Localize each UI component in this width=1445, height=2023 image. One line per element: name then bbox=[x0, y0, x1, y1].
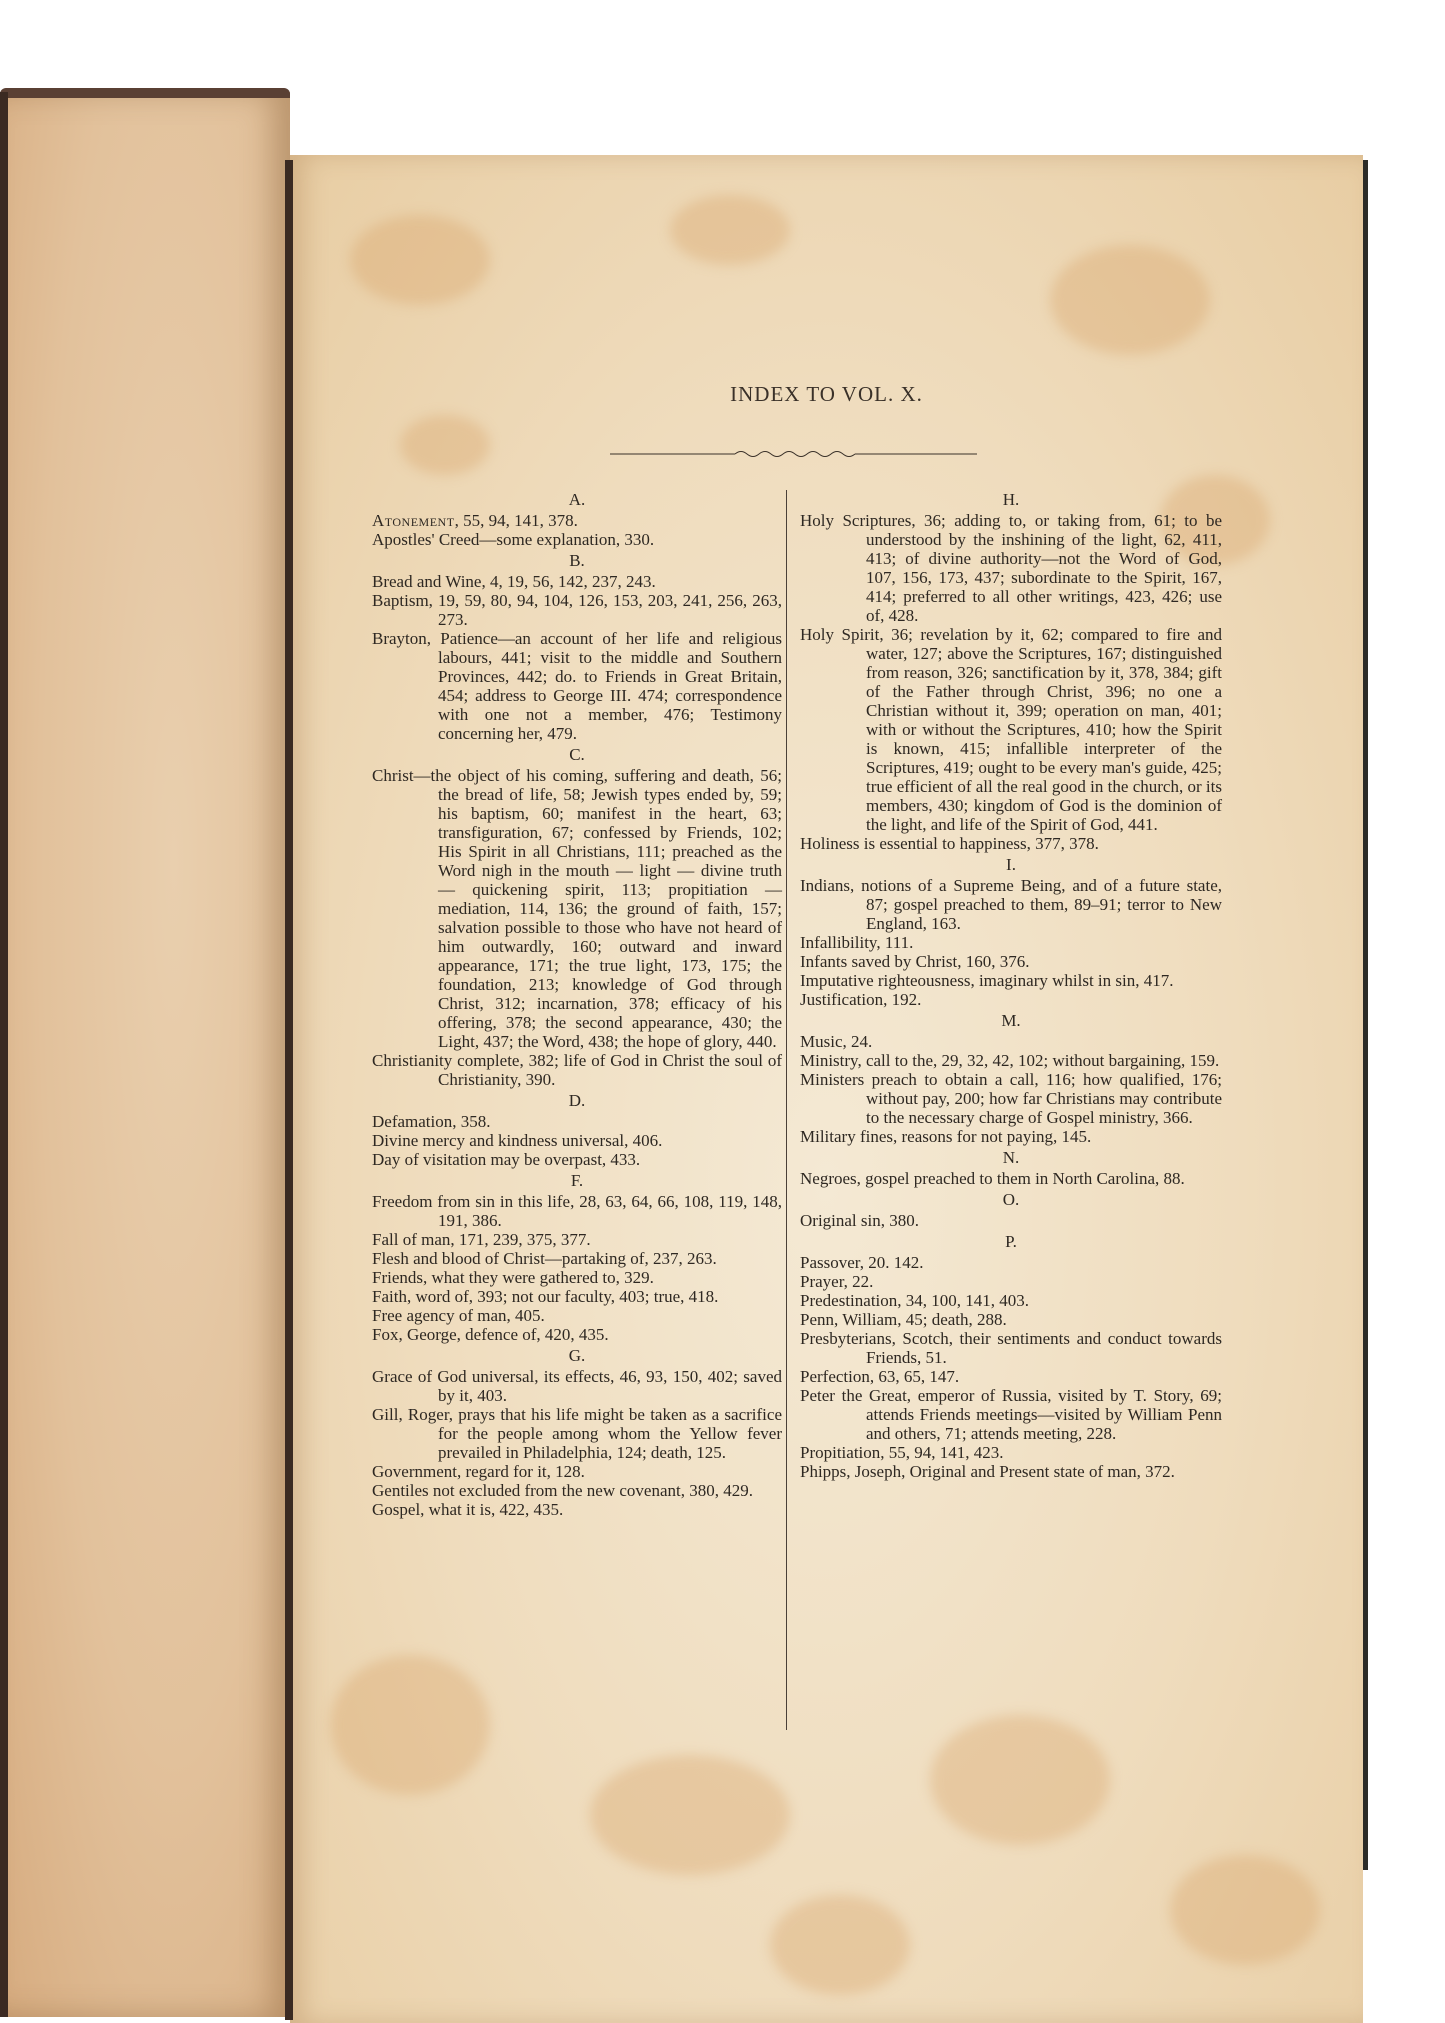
section-letter: A. bbox=[568, 490, 586, 509]
section-letter: F. bbox=[570, 1171, 584, 1190]
index-entry bbox=[800, 834, 1222, 853]
section-letter: I. bbox=[1006, 855, 1016, 874]
entry-text: Propitiation, 55, 94, 141, 423. bbox=[800, 1443, 1004, 1462]
index-entry bbox=[372, 1112, 782, 1131]
entry-text: Faith, word of, 393; not our faculty, 403; true, 418. bbox=[372, 1287, 719, 1306]
index-entry bbox=[800, 1253, 1222, 1272]
section-letter: M. bbox=[1001, 1011, 1021, 1030]
entry-text: Holy Scriptures, 36; adding to, or taking from, 61; to be understood by the inshining of the light, 62, 411, 413; of divine authority—not the Word of God, 107, 156, 173, 437; subordinate to the Spirit, 167, 414; preferred to all other writings, 423, 426; use of, 428. bbox=[800, 511, 1222, 625]
entry-text: Defamation, 358. bbox=[372, 1112, 491, 1131]
entry-text: Indians, notions of a Supreme Being, and of a future state, 87; gospel preached to them, 89–91; terror to New England, 163. bbox=[800, 876, 1222, 933]
entry-text: Fall of man, 171, 239, 375, 377. bbox=[372, 1230, 591, 1249]
index-entry bbox=[372, 629, 782, 743]
index-entry bbox=[372, 1367, 782, 1405]
index-entry bbox=[800, 1070, 1222, 1127]
entry-text: Christ—the object of his coming, suffering and death, 56; the bread of life, 58; Jewish types ended by, 59; his baptism, 60; manifest in the heart, 63; transfiguration, 67; confessed by Friends, 102; His Spirit in all Christians, 111; preached as the Word nigh in the mouth — light — divine truth — quickening spirit, 113; propitiation — mediation, 114, 136; the ground of faith, 157; salvation possible to those who have not heard of him outwardly, 160; outward and inward appearance, 171; the true light, 173, 175; the foundation, 213; knowledge of God through Christ, 312; incarnation, 378; efficacy of his offering, 378; the second appearance, 430; the Light, 437; the Word, 438; the hope of glory, 440. bbox=[372, 766, 782, 1051]
entry-text: Negroes, gospel preached to them in North Carolina, 88. bbox=[800, 1169, 1185, 1188]
index-entry bbox=[372, 1325, 782, 1344]
entry-text: Gospel, what it is, 422, 435. bbox=[372, 1500, 564, 1519]
entry-text: Gill, Roger, prays that his life might be taken as a sacrifice for the people among whom the Yellow fever prevailed in Philadelphia, 124; death, 125. bbox=[372, 1405, 782, 1462]
section-letter: B. bbox=[569, 551, 585, 570]
index-entry bbox=[372, 591, 782, 629]
index-entry bbox=[800, 876, 1222, 933]
entry-text: , 55, 94, 141, 378. bbox=[454, 511, 578, 530]
entry-text: Government, regard for it, 128. bbox=[372, 1462, 585, 1481]
index-entry bbox=[372, 766, 782, 1051]
index-entry bbox=[372, 511, 782, 530]
entry-text: Day of visitation may be overpast, 433. bbox=[372, 1150, 641, 1169]
index-entry bbox=[372, 1405, 782, 1462]
index-entry bbox=[372, 530, 782, 549]
section-letter: C. bbox=[569, 745, 585, 764]
entry-text: Predestination, 34, 100, 141, 403. bbox=[800, 1291, 1030, 1310]
index-entry bbox=[372, 1192, 782, 1230]
book-cover-edge bbox=[0, 92, 8, 2017]
section-letter: N. bbox=[1002, 1148, 1020, 1167]
page-title: INDEX TO VOL. X. bbox=[730, 382, 923, 406]
column-divider bbox=[786, 490, 787, 1730]
index-entry bbox=[800, 1211, 1222, 1230]
index-column-right bbox=[800, 488, 1222, 1481]
index-entry bbox=[372, 1462, 782, 1481]
entry-text: Phipps, Joseph, Original and Present state of man, 372. bbox=[800, 1462, 1175, 1481]
index-entry bbox=[800, 1127, 1222, 1146]
index-entry bbox=[372, 1131, 782, 1150]
index-entry bbox=[372, 1268, 782, 1287]
index-entry bbox=[800, 990, 1222, 1009]
entry-text: Passover, 20. 142. bbox=[800, 1253, 924, 1272]
index-entry bbox=[372, 1249, 782, 1268]
entry-text: Gentiles not excluded from the new covenant, 380, 429. bbox=[372, 1481, 753, 1500]
entry-text: Divine mercy and kindness universal, 406. bbox=[372, 1131, 663, 1150]
index-entry bbox=[372, 1481, 782, 1500]
section-letter: H. bbox=[1002, 490, 1020, 509]
entry-text: Holiness is essential to happiness, 377, 378. bbox=[800, 834, 1099, 853]
section-letter: P. bbox=[1005, 1232, 1017, 1251]
index-entry bbox=[800, 1310, 1222, 1329]
index-entry bbox=[372, 1287, 782, 1306]
index-entry bbox=[800, 1462, 1222, 1481]
section-letter: G. bbox=[568, 1346, 586, 1365]
entry-text: Justification, 192. bbox=[800, 990, 922, 1009]
index-entry bbox=[800, 1291, 1222, 1310]
entry-text: Imputative righteousness, imaginary whilst in sin, 417. bbox=[800, 971, 1174, 990]
entry-text: Flesh and blood of Christ—partaking of, 237, 263. bbox=[372, 1249, 717, 1268]
entry-text: Presbyterians, Scotch, their sentiments and conduct towards Friends, 51. bbox=[800, 1329, 1222, 1367]
entry-text: Baptism, 19, 59, 80, 94, 104, 126, 153, 203, 241, 256, 263, 273. bbox=[372, 591, 782, 629]
index-entry bbox=[800, 1032, 1222, 1051]
entry-text: Ministry, call to the, 29, 32, 42, 102; without bargaining, 159. bbox=[800, 1051, 1220, 1070]
index-entry bbox=[800, 1169, 1222, 1188]
entry-text: Military fines, reasons for not paying, 145. bbox=[800, 1127, 1092, 1146]
section-letter: O. bbox=[1002, 1190, 1020, 1209]
index-column-left bbox=[372, 488, 782, 1519]
entry-text: Penn, William, 45; death, 288. bbox=[800, 1310, 1007, 1329]
index-entry bbox=[800, 1443, 1222, 1462]
page-gutter bbox=[285, 160, 293, 2020]
entry-head: Atonement bbox=[372, 511, 455, 530]
entry-text: Grace of God universal, its effects, 46, 93, 150, 402; saved by it, 403. bbox=[372, 1367, 782, 1405]
entry-text: Ministers preach to obtain a call, 116; how qualified, 176; without pay, 200; how far Christians may contribute to the necessary charge of Gospel ministry, 366. bbox=[800, 1070, 1222, 1127]
index-entry bbox=[800, 1386, 1222, 1443]
index-entry bbox=[800, 511, 1222, 625]
index-entry bbox=[372, 1230, 782, 1249]
index-entry bbox=[800, 952, 1222, 971]
decorative-rule bbox=[610, 446, 977, 462]
section-letter: D. bbox=[568, 1091, 586, 1110]
entry-text: Holy Spirit, 36; revelation by it, 62; compared to fire and water, 127; above the Scriptures, 167; distinguished from reason, 326; sanctification by it, 378, 384; gift of the Father through Christ, 396; no one a Christian without it, 399; operation on man, 401; with or without the Scriptures, 410; how the Spirit is known, 415; infallible interpreter of the Scriptures, 419; ought to be every man's guide, 425; true efficient of all the real good in the church, or its members, 430; kingdom of God is the dominion of the light, and life of the Spirit of God, 441. bbox=[800, 625, 1222, 834]
index-entry bbox=[372, 1306, 782, 1325]
index-entry bbox=[800, 971, 1222, 990]
entry-text: Prayer, 22. bbox=[800, 1272, 874, 1291]
entry-text: Peter the Great, emperor of Russia, visited by T. Story, 69; attends Friends meetings—visited by William Penn and others, 71; attends meeting, 228. bbox=[800, 1386, 1222, 1443]
book-binding-top bbox=[0, 88, 290, 98]
index-entry bbox=[372, 572, 782, 591]
entry-text: Apostles' Creed—some explanation, 330. bbox=[372, 530, 655, 549]
left-page-edge bbox=[0, 92, 290, 2017]
entry-text: Perfection, 63, 65, 147. bbox=[800, 1367, 960, 1386]
index-entry bbox=[372, 1051, 782, 1089]
index-entry bbox=[800, 1051, 1222, 1070]
index-entry bbox=[800, 625, 1222, 834]
entry-text: Freedom from sin in this life, 28, 63, 64, 66, 108, 119, 148, 191, 386. bbox=[372, 1192, 782, 1230]
index-entry bbox=[800, 1329, 1222, 1367]
entry-text: Friends, what they were gathered to, 329. bbox=[372, 1268, 654, 1287]
index-entry bbox=[800, 933, 1222, 952]
entry-text: Christianity complete, 382; life of God in Christ the soul of Christianity, 390. bbox=[372, 1051, 782, 1089]
entry-text: Music, 24. bbox=[800, 1032, 873, 1051]
index-entry bbox=[372, 1500, 782, 1519]
index-entry bbox=[372, 1150, 782, 1169]
entry-text: Bread and Wine, 4, 19, 56, 142, 237, 243. bbox=[372, 572, 656, 591]
entry-text: Brayton, Patience—an account of her life and religious labours, 441; visit to the middle and Southern Provinces, 442; do. to Friends in Great Britain, 454; address to George III. 474; correspondence with one not a member, 476; Testimony concerning her, 479. bbox=[372, 629, 782, 743]
entry-text: Fox, George, defence of, 420, 435. bbox=[372, 1325, 609, 1344]
entry-text: Original sin, 380. bbox=[800, 1211, 919, 1230]
entry-text: Free agency of man, 405. bbox=[372, 1306, 545, 1325]
index-entry bbox=[800, 1272, 1222, 1291]
entry-text: Infants saved by Christ, 160, 376. bbox=[800, 952, 1030, 971]
index-entry bbox=[800, 1367, 1222, 1386]
entry-text: Infallibility, 111. bbox=[800, 933, 914, 952]
